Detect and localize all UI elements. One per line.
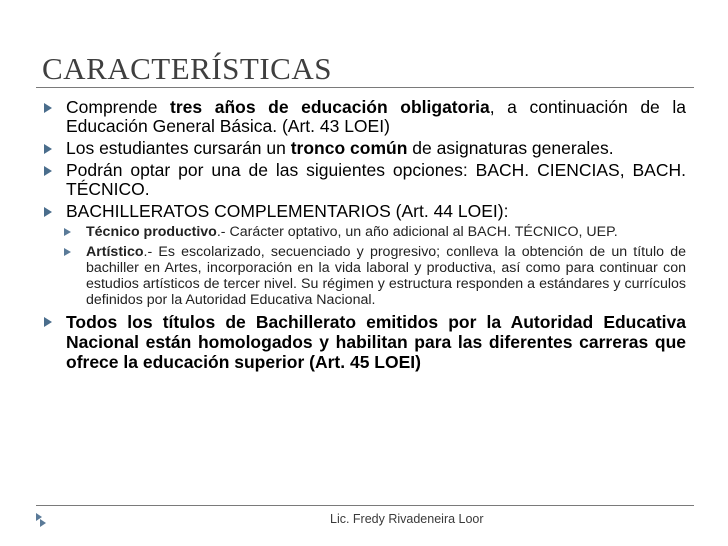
bullet-list	[44, 98, 686, 375]
bullet-text: Comprende	[66, 97, 171, 117]
bullet-item	[44, 139, 686, 158]
sub-bullet-item	[64, 224, 686, 240]
bullet-item	[44, 312, 686, 372]
footer-divider	[36, 505, 694, 506]
title-divider	[36, 87, 694, 88]
sub-bullet-item	[64, 244, 686, 308]
sub-bullet-text: .- Carácter optativo, un año adicional al BACH. TÉCNICO, UEP.	[216, 224, 618, 240]
bullet-text: Los estudiantes cursarán un	[66, 138, 291, 158]
bullet-bold-text: tronco común	[290, 138, 408, 158]
arrow-bullet-icon	[44, 103, 52, 113]
arrow-bullet-icon	[44, 144, 52, 154]
arrow-bullet-icon	[44, 207, 52, 217]
sub-bullet-bold-text: Técnico productivo	[86, 224, 217, 240]
bullet-item	[44, 161, 686, 199]
bullet-text: de asignaturas generales.	[407, 138, 614, 158]
arrow-bullet-icon	[44, 317, 52, 327]
arrow-bullet-icon	[64, 228, 71, 236]
footer-author: Lic. Fredy Rivadeneira Loor	[330, 512, 484, 526]
bullet-item	[44, 98, 686, 136]
bullet-text: BACHILLERATOS COMPLEMENTARIOS (Art. 44 LOEI):	[66, 201, 509, 221]
bullet-bold-text: tres años de educación obligatoria	[170, 97, 490, 117]
slide-title: CARACTERÍSTICAS	[42, 51, 332, 86]
arrow-bullet-icon	[44, 166, 52, 176]
sub-bullet-bold-text: Artístico	[86, 244, 144, 260]
bullet-item	[44, 202, 686, 221]
bullet-text: Podrán optar por una de las siguientes opciones: BACH. CIENCIAS, BACH. TÉCNICO.	[66, 160, 686, 199]
sub-bullet-text: .- Es escolarizado, secuenciado y progresivo; conlleva la obtención de un título de bachiller en Artes, incorporación en la vida laboral y productiva, así como para continuar con estudios artísticos de tercer nivel. Su régimen y estructura responden a estándares y currículos definidos por la Autoridad Educativa Nacional.	[86, 244, 686, 308]
chevron-right-icon	[40, 519, 46, 527]
bullet-text: Todos los títulos de Bachillerato emitidos por la Autoridad Educativa Nacional están homologados y habilitan para las diferentes carreras que ofrece la educación superior (Art. 45 LOEI)	[66, 312, 686, 372]
arrow-bullet-icon	[64, 248, 71, 256]
bullet-text: , a continuación de la Educación General Básica. (Art. 43 LOEI)	[66, 97, 686, 136]
